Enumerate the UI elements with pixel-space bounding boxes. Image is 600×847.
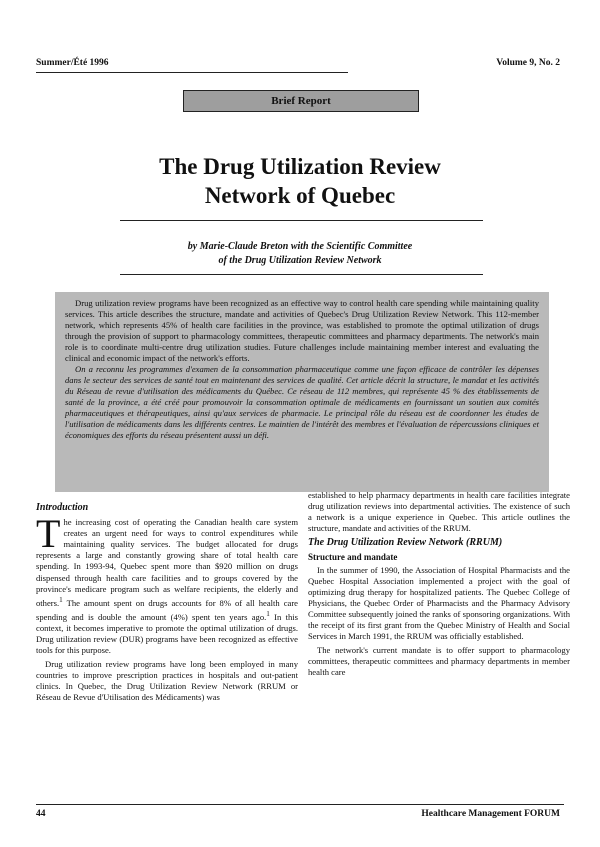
title-rule	[120, 220, 483, 221]
drop-cap: T	[36, 511, 61, 557]
title-line-1: The Drug Utilization Review	[159, 154, 441, 179]
network-heading: The Drug Utilization Review Network (RRUM)	[308, 537, 503, 549]
header-rule	[36, 72, 348, 73]
intro-paragraph-1: The increasing cost of operating the Canadian health care system creates an urgent need for ways to control expenditures while maintaining quality services. The budget allocated for drugs represents a large and constantly growing share of total health care spending. In 1993-94, Quebec spent more than $920 million on drugs dispensed through health care facilities and to groups covered by the province's medicare program such as welfare recipients, the elderly and others.$^1$ The amount spent on drugs accounts for 8% of all health care spending and is double the amount (4%) spent ten years ago.$^1$ In this context, it becomes imperative to promote the optimal utilization of drugs. Drug utilization review (DUR) programs have been recognized as effective tools for this purpose.	[36, 511, 299, 655]
byline-line-1: by Marie-Claude Breton with the Scientific Committee	[187, 241, 413, 252]
abstract-english: Drug utilization review programs have been recognized as an effective way to control health care spending while maintaining quality services. This article describes the structure, mandate and activities of Quebec's Drug Utilization Review Network. This 112-member network, which represents 45% of health care facilities in the province, was established to promote the optimal utilization of drugs through the provision of support to pharmacology committees, therapeutic committees and pharmacy departments. The network's main role is to coordinate multi-centre drug utilization studies. Future challenges include maintaining member interest and evaluating the clinical and economic impact of the network's efforts.	[65, 298, 539, 363]
running-header-date: Summer/Été 1996	[36, 58, 109, 68]
structure-subheading: Structure and mandate	[308, 552, 398, 563]
intro-paragraph-3: established to help pharmacy departments in health care facilities integrate drug utilization reviews into departmental activities. The existence of such a network is a unique experience in Quebec. This article outlines the structure, mandate and activities of the RRUM.	[308, 490, 570, 534]
network-paragraph-2: The network's current mandate is to offer support to pharmacology committees, therapeutic committees and pharmacy departments in member health care	[308, 645, 570, 678]
article-title	[0, 152, 600, 210]
abstract-box	[55, 292, 549, 492]
running-header-volume: Volume 9, No. 2	[496, 58, 560, 68]
right-column	[308, 490, 570, 682]
section-label: Brief Report	[183, 90, 419, 112]
footer-rule	[36, 804, 564, 805]
intro-paragraph-2: Drug utilization review programs have long been employed in many countries to improve prescription practices in hospitals and out-patient clinics. In Quebec, the Drug Utilization Review Network (RRUM or Réseau de Revue d'Utilisation des Médicaments) was	[36, 658, 298, 703]
left-column	[36, 502, 298, 706]
reference-1b: 1	[266, 609, 270, 618]
intro-heading: Introduction	[36, 502, 89, 513]
byline	[0, 240, 600, 268]
reference-1: 1	[59, 595, 63, 604]
page-number: 44	[36, 809, 46, 819]
byline-rule	[120, 274, 483, 275]
byline-line-2: of the Drug Utilization Review Network	[218, 255, 382, 266]
journal-name: Healthcare Management FORUM	[421, 809, 560, 819]
network-paragraph-1: In the summer of 1990, the Association of Hospital Pharmacists and the Quebec Hospital Association implemented a project with the goal of optimizing drug therapy for hospitalized patients. The Quebec College of Physicians, the Quebec Order of Pharmacists and the Pharmacy Advisory Committee subsequently joined the ranks of sponsoring organizations. With the receipt of its first grant from the Quebec Ministry of Health and Social Services in March 1991, the RRUM was officially established.	[308, 564, 570, 642]
title-line-2: Network of Quebec	[204, 183, 396, 208]
abstract-french: On a reconnu les programmes d'examen de la consommation pharmaceutique comme une façon efficace de contrôler les dépenses dans le secteur des services de santé tout en maintenant des services de qualité. Cet article décrit la structure, le mandat et les activités du Réseau de revue d'utilisation des médicaments du Québec. Ce réseau de 112 membres, qui représente 45 % des établissements de santé de la province, a été créé pour promouvoir la consommation optimale de médicaments en fournissant un soutien aux comités pharmaceutiques et thérapeutiques, ainsi qu'aux services de pharmacie. Le principal rôle du réseau est de coordonner les études de l'utilisation de médicaments dans les différents centres. Le maintien de l'intérêt des membres et l'évaluation de répercussions cliniques et économiques des efforts du réseau présentent aussi un défi.	[65, 364, 539, 440]
